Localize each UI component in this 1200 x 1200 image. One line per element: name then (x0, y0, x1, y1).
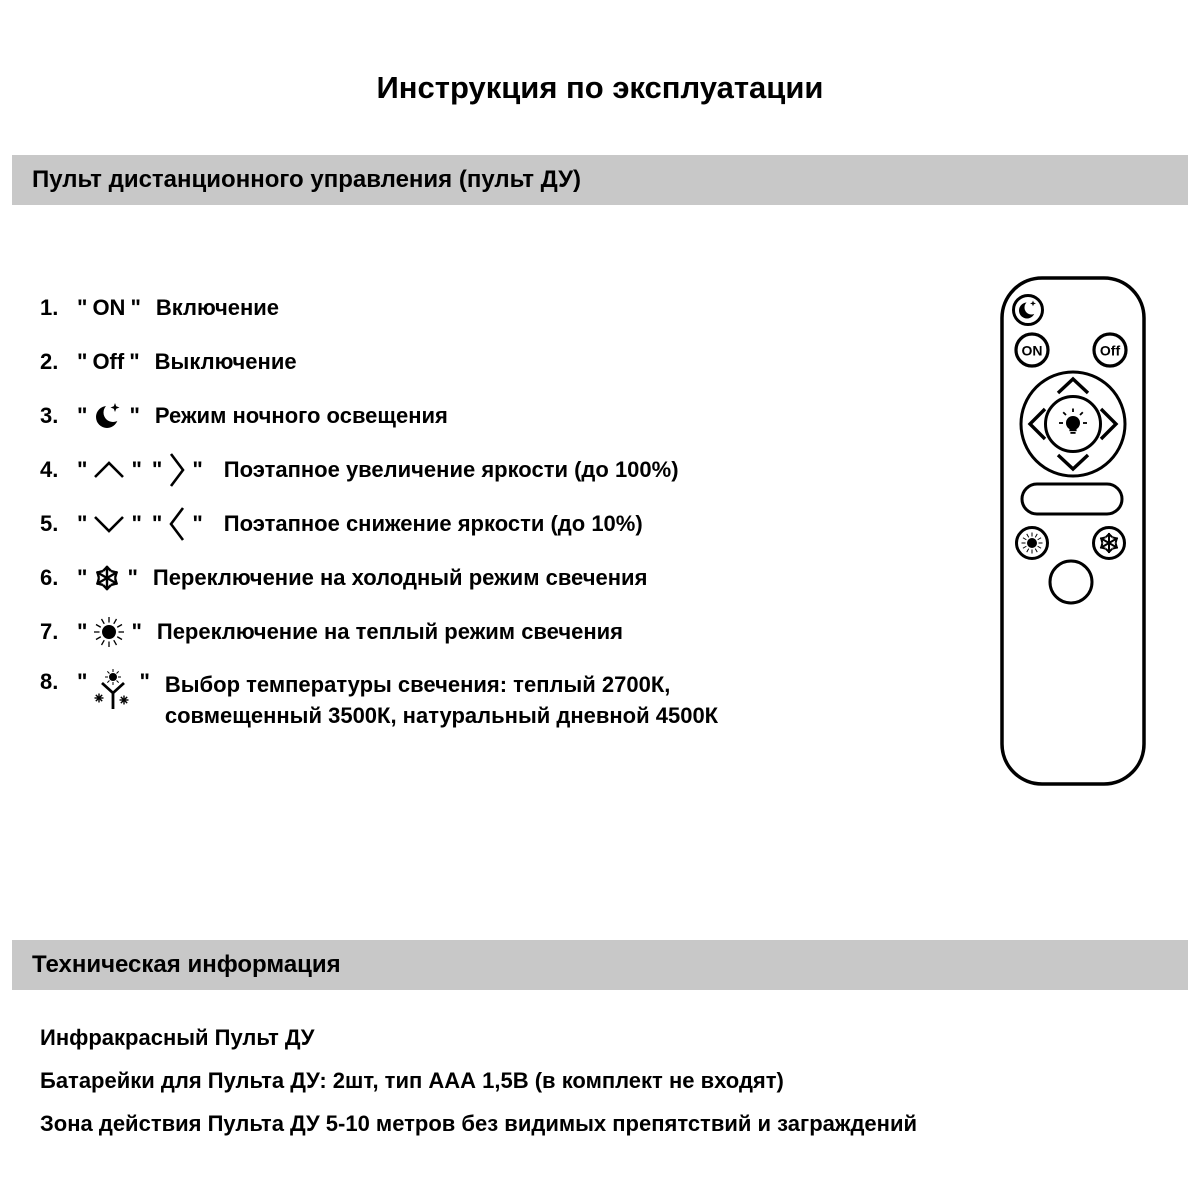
item-description-line-2: совмещенный 3500К, натуральный дневной 4500К (164, 703, 719, 728)
quote-mark: " (130, 295, 141, 320)
night-mode-button (1014, 296, 1043, 325)
tech-info-line-3: Зона действия Пульта ДУ 5-10 метров без видимых препятствий и заграждений (40, 1110, 918, 1136)
remote-control-illustration (1000, 276, 1146, 786)
item-description-line-1: Выбор температуры свечения: теплый 2700К, (164, 672, 671, 697)
item-number: 8. (40, 669, 59, 694)
item-number: 5. (40, 511, 59, 536)
on-button (1016, 334, 1048, 366)
item-description: Переключение на холодный режим свечения (152, 565, 648, 590)
chevron-down-icon (92, 514, 126, 534)
quote-mark: " (131, 511, 142, 536)
instruction-item-5 (40, 497, 940, 551)
instruction-item-2 (40, 335, 940, 389)
item-description (165, 669, 718, 731)
item-description: Включение (155, 295, 280, 320)
brightness-dpad (1021, 372, 1125, 476)
warm-mode-button (1017, 528, 1048, 559)
quote-mark: " (131, 457, 142, 482)
chevron-right-icon (167, 451, 187, 489)
quote-mark: " (192, 457, 203, 482)
quote-mark: " (192, 511, 203, 536)
temperature-select-icon (92, 669, 134, 713)
section-heading-remote-label: Пульт дистанционного управления (пульт ДУ) (32, 166, 581, 193)
tech-info-line-1: Инфракрасный Пульт ДУ (40, 1024, 315, 1050)
quote-mark: " (77, 457, 88, 482)
section-heading-remote (12, 155, 1188, 205)
chevron-left-icon (167, 505, 187, 543)
off-button-text: Off (1099, 342, 1121, 359)
item-description: Поэтапное снижение яркости (до 10%) (223, 511, 643, 536)
technical-info (40, 1016, 917, 1145)
quote-mark: " (77, 511, 88, 536)
item-number: 1. (40, 295, 59, 320)
quote-mark: " (131, 619, 142, 644)
pill-button (1022, 484, 1122, 514)
item-number: 7. (40, 619, 59, 644)
section-heading-tech (12, 940, 1188, 990)
instruction-item-7 (40, 605, 940, 659)
quote-mark: " (129, 349, 140, 374)
quote-mark: " (77, 669, 88, 694)
instruction-item-3 (40, 389, 940, 443)
cold-mode-button (1094, 528, 1125, 559)
section-heading-tech-label: Техническая информация (32, 951, 341, 978)
chevron-up-icon (92, 460, 126, 480)
quote-mark: " (151, 511, 163, 536)
quote-mark: " (77, 565, 88, 590)
sun-warm-icon (92, 615, 126, 649)
item-description: Переключение на теплый режим свечения (156, 619, 624, 644)
off-button (1094, 334, 1126, 366)
item-description: Выключение (154, 349, 297, 374)
instruction-item-1 (40, 281, 940, 335)
page-title: Инструкция по эксплуатации (376, 70, 824, 105)
instruction-item-6 (40, 551, 940, 605)
instruction-list (40, 281, 940, 731)
on-button-label: ON (92, 295, 126, 320)
quote-mark: " (77, 349, 88, 374)
quote-mark: " (77, 403, 88, 428)
on-button-text: ON (1021, 342, 1043, 359)
moon-night-mode-icon (92, 400, 124, 432)
item-number: 6. (40, 565, 59, 590)
quote-mark: " (77, 619, 88, 644)
quote-mark: " (127, 565, 138, 590)
item-number: 3. (40, 403, 59, 428)
item-number: 2. (40, 349, 59, 374)
tech-info-line-2: Батарейки для Пульта ДУ: 2шт, тип ААА 1,5В (в комплект не входят) (40, 1067, 784, 1093)
item-description: Режим ночного освещения (154, 403, 448, 428)
quote-mark: " (129, 403, 140, 428)
quote-mark: " (151, 457, 163, 482)
instruction-item-4 (40, 443, 940, 497)
quote-mark: " (77, 295, 88, 320)
quote-mark: " (139, 669, 150, 694)
off-button-label: Off (92, 349, 125, 374)
item-description: Поэтапное увеличение яркости (до 100%) (223, 457, 679, 482)
snowflake-cold-icon (92, 563, 122, 593)
round-button (1050, 561, 1092, 603)
item-number: 4. (40, 457, 59, 482)
instruction-item-8 (40, 659, 940, 731)
